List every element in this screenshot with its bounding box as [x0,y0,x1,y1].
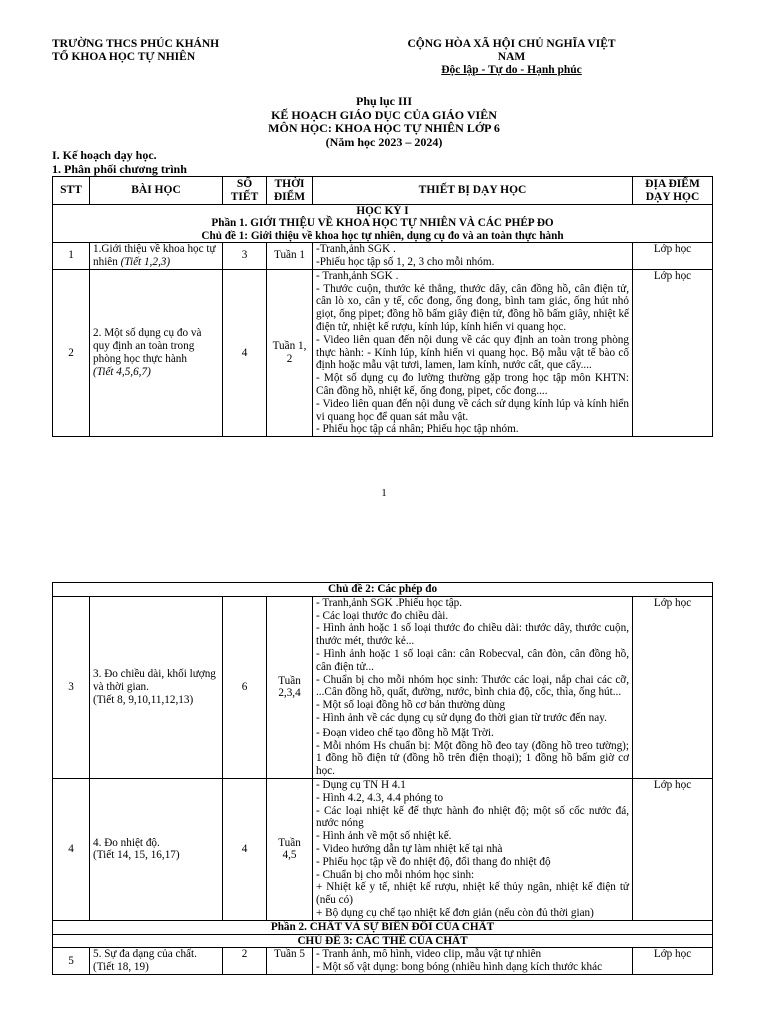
program-table-page-1 [52,176,713,437]
row-stt: 4 [53,778,90,920]
part-row [53,920,713,934]
row-stt: 1 [53,242,90,269]
col-periods: SỐ TIẾT [223,177,267,205]
topic-1-title: Chủ đề 1: Giới thiệu về khoa học tự nhiên, dụng cụ đo và an toàn thực hành [201,229,564,242]
row-lesson: 3. Đo chiều dài, khối lượng và thời gian. (Tiết 8, 9,10,11,12,13) [90,596,223,778]
row-time: Tuần 2,3,4 [267,596,313,778]
topic-3-title: CHỦ ĐỀ 3: CÁC THỂ CỦA CHẤT [53,934,713,948]
row-equipment: - Tranh ảnh, mô hình, video clip, mẫu vật tự nhiên - Một số vật dụng: bong bóng (nhiều hình dạng kích thước khác [313,948,633,975]
department-name: TỔ KHOA HỌC TỰ NHIÊN [52,51,196,63]
appendix-label: Phụ lục III [355,94,413,108]
row-lesson: 2. Một số dụng cụ đo và quy định an toàn trong phòng học thực hành (Tiết 4,5,6,7) [90,269,223,436]
row-periods: 2 [223,948,267,975]
semester-label: HỌC KỲ I [356,205,409,217]
row-equipment: - Tranh,ảnh SGK . - Thước cuộn, thước kẻ thẳng, thước dây, cân đồng hồ, cân điện tử, cân lò xo, cân y tế, cốc đong, ống đong, bình tam giác, ống hút nhỏ giọt, ống pipet; đồng hồ bấm giây điện tử, đồng hồ bấm giây, nhiệt kế điện tử, nhiệt kế rượu, kính lúp, kính hiển vi quang học. - Video liên quan đến nội dung về các quy định an toàn trong phòng thực hành: - Kính lúp, kính hiển vi quang học. Bộ mẫu vật tế bào cố định hoặc mẫu vật tươi, lamen, lam kính, nước cất, que cấy.... - Một số dụng cụ đo lường thường gặp trong học tập môn KHTN: Cân đồng hồ, nhiệt kế, ống đong, pipet, cốc đong.... - Video liên quan đến nội dung về cách sử dụng kính lúp và kính hiển vi quang học để quan sát mẫu vật. - Phiếu học tập cá nhân; Phiếu học tập nhóm. [313,269,633,436]
row-lesson: 5. Sự đa dạng của chất. (Tiết 18, 19) [90,948,223,975]
row-equipment: - Dụng cụ TN H 4.1 - Hình 4.2, 4.3, 4.4 phóng to - Các loại nhiệt kế để thực hành đo nhiệt độ; một số cốc nước đá, nước nóng - Hình ảnh về một số nhiệt kế. - Video hướng dẫn tự làm nhiệt kế tại nhà - Phiếu học tập về đo nhiệt độ, đổi thang đo nhiệt độ - Chuẩn bị cho mỗi nhóm học sinh: + Nhiệt kế y tế, nhiệt kế rượu, nhiệt kế thủy ngân, nhiệt kế điện tử (nếu có) + Bộ dụng cụ chế tạo nhiệt kế đơn giản (nếu còn đủ thời gian) [313,778,633,920]
topic-row [53,583,713,597]
motto: Độc lập - Tự do - Hạnh phúc [441,64,582,76]
part-2-title: Phần 2. CHẤT VÀ SỰ BIẾN ĐỔI CỦA CHẤT [53,920,713,934]
subject-title: MÔN HỌC: KHOA HỌC TỰ NHIÊN LỚP 6 [268,121,500,135]
col-equipment: THIẾT BỊ DẠY HỌC [313,177,633,205]
row-time: Tuần 1 [267,242,313,269]
row-stt: 2 [53,269,90,436]
header-right [393,38,630,77]
table-row [53,242,713,269]
row-place: Lớp học [633,269,713,436]
row-equipment: - Tranh,ảnh SGK .Phiếu học tập. - Các loại thước đo chiều dài. - Hình ảnh hoặc 1 số loại thước đo chiều dài: thước dây, thước cuộn, thước mét, thước kẻ... - Hình ảnh hoặc 1 số loại cân: cân Robecval, cân đòn, cân đồng hồ, cân điện tử... - Chuẩn bị cho mỗi nhóm học sinh: Thước các loại, nắp chai các cỡ, ...Cân đồng hồ, quất, đường, nước, bình chia độ, cốc, thìa, ống hút... - Một số loại đồng hồ cơ bản thường dùng - Hình ảnh về các dụng cụ sử dụng đo thời gian từ trước đến nay. - Đoạn video chế tạo đồng hồ Mặt Trời. - Mỗi nhóm Hs chuẩn bị: Một đồng hồ đeo tay (đồng hồ treo tường); 1 đồng hồ điện tử (đồng hồ trên điện thoại); 1 đồng hồ bấm giờ cơ học. [313,596,633,778]
row-place: Lớp học [633,948,713,975]
row-periods: 6 [223,596,267,778]
col-stt: STT [53,177,90,205]
row-time: Tuần 5 [267,948,313,975]
table-row [53,778,713,920]
row-time: Tuần 4,5 [267,778,313,920]
row-periods: 3 [223,242,267,269]
row-lesson: 1.Giới thiệu về khoa học tự nhiên (Tiết 1,2,3) [90,242,223,269]
section-heading-1: I. Kế hoạch dạy học. [52,148,157,162]
table-header-row [53,177,713,205]
table-row [53,596,713,778]
row-stt: 3 [53,596,90,778]
plan-title: KẾ HOẠCH GIÁO DỤC CỦA GIÁO VIÊN [271,107,497,122]
row-periods: 4 [223,269,267,436]
row-lesson: 4. Đo nhiệt độ. (Tiết 14, 15, 16,17) [90,778,223,920]
page-number: 1 [381,487,387,499]
school-name: TRƯỜNG THCS PHÚC KHÁNH [52,38,220,50]
program-table-page-2 [52,582,713,975]
col-time: THỜI ĐIỂM [267,177,313,205]
school-year: (Năm học 2023 – 2024) [325,134,443,149]
document-title [0,95,768,149]
col-lesson: BÀI HỌC [90,177,223,205]
semester-row [53,205,713,243]
header-left [52,38,219,64]
topic-row [53,934,713,948]
row-place: Lớp học [633,242,713,269]
row-time: Tuần 1, 2 [267,269,313,436]
row-place: Lớp học [633,596,713,778]
row-equipment: -Tranh,ảnh SGK . -Phiếu học tập số 1, 2, 3 cho mỗi nhóm. [313,242,633,269]
row-periods: 4 [223,778,267,920]
row-stt: 5 [53,948,90,975]
row-place: Lớp học [633,778,713,920]
col-place: ĐỊA ĐIỂM DẠY HỌC [633,177,713,205]
table-row [53,948,713,975]
nation-title: CỘNG HÒA XÃ HỘI CHỦ NGHĨA VIỆT NAM [407,38,616,63]
part-1-title: Phần 1. GIỚI THIỆU VỀ KHOA HỌC TỰ NHIÊN VÀ CÁC PHÉP ĐO [211,217,554,230]
section-heading-2: 1. Phân phối chương trình [52,162,187,176]
topic-2-title: Chủ đề 2: Các phép đo [53,583,713,597]
table-row [53,269,713,436]
